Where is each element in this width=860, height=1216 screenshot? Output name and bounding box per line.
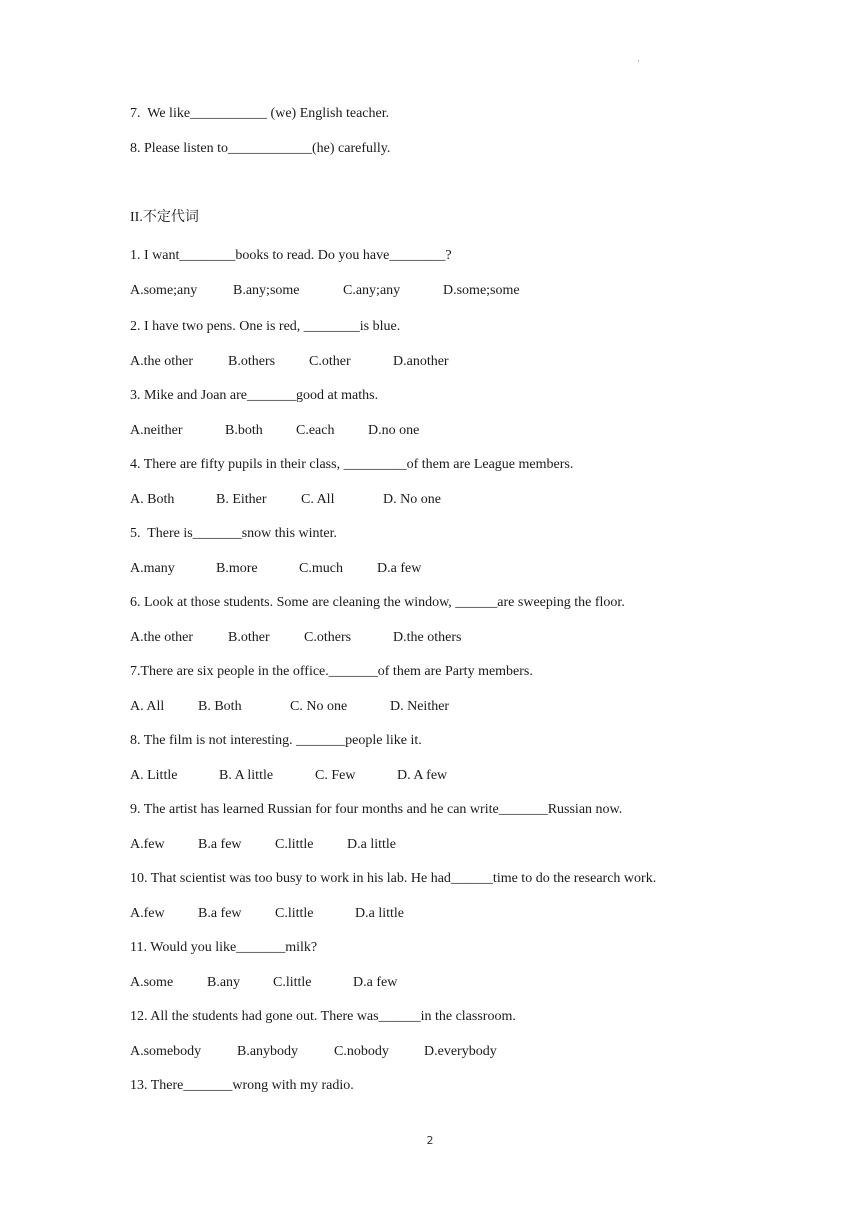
question-stem: 3. Mike and Joan are_______good at maths. (130, 388, 379, 403)
option-c: C.little (275, 836, 314, 852)
question-stem: 8. The film is not interesting. _______people like it. (130, 733, 422, 748)
option-a: A.neither (130, 422, 183, 438)
option-b: B. Both (198, 698, 242, 714)
option-a: A. All (130, 698, 165, 714)
question-stem: 5. There is_______snow this winter. (130, 526, 338, 541)
page-number: 2 (426, 1134, 434, 1147)
question-stem: 2. I have two pens. One is red, ________is blue. (130, 319, 401, 334)
question-stem: 12. All the students had gone out. There was______in the classroom. (130, 1009, 516, 1024)
question-stem: 4. There are fifty pupils in their class, _________of them are League members. (130, 457, 574, 472)
option-c: C. All (301, 491, 335, 507)
option-a: A.some;any (130, 282, 198, 298)
option-c: C.little (275, 905, 314, 921)
option-d: D. No one (383, 491, 441, 507)
option-d: D.everybody (424, 1043, 497, 1059)
option-b: B.other (228, 629, 270, 645)
option-d: D. A few (397, 767, 448, 783)
option-a: A. Both (130, 491, 175, 507)
question-stem: 1. I want________books to read. Do you have________? (130, 248, 452, 263)
header-mark: · (637, 56, 640, 66)
option-a: A.few (130, 905, 165, 921)
question-stem: 7.There are six people in the office._______of them are Party members. (130, 664, 533, 679)
option-d: D.a few (353, 974, 398, 990)
option-c: C.others (304, 629, 352, 645)
option-c: C. No one (290, 698, 348, 714)
option-a: A.many (130, 560, 175, 576)
option-b: B.others (228, 353, 276, 369)
question-stem: 9. The artist has learned Russian for four months and he can write_______Russian now. (130, 802, 623, 817)
option-a: A.the other (130, 629, 193, 645)
option-b: B. A little (219, 767, 274, 783)
option-b: B.a few (198, 905, 242, 921)
option-c: C.each (296, 422, 335, 438)
option-a: A.few (130, 836, 165, 852)
option-d: D.another (393, 353, 449, 369)
option-c: C.nobody (334, 1043, 389, 1059)
option-c: C.other (309, 353, 351, 369)
option-c: C.much (299, 560, 343, 576)
question-stem: 10. That scientist was too busy to work in his lab. He had______time to do the research work. (130, 871, 657, 886)
option-a: A.the other (130, 353, 193, 369)
option-b: B.more (216, 560, 258, 576)
option-b: B.a few (198, 836, 242, 852)
question-stem: 11. Would you like_______milk? (130, 940, 318, 955)
option-b: B. Either (216, 491, 267, 507)
question-stem: 13. There_______wrong with my radio. (130, 1078, 354, 1093)
option-d: D.a little (355, 905, 404, 921)
option-a: A.some (130, 974, 174, 990)
option-b: B.both (225, 422, 263, 438)
question-stem: 6. Look at those students. Some are cleaning the window, ______are sweeping the floor. (130, 595, 625, 610)
option-c: C. Few (315, 767, 356, 783)
section-title: II.不定代词 (130, 210, 199, 225)
option-d: D.a few (377, 560, 422, 576)
option-d: D.some;some (443, 282, 520, 298)
option-a: A.somebody (130, 1043, 202, 1059)
option-c: C.any;any (343, 282, 401, 298)
prev-item-8: 8. Please listen to____________(he) carefully. (130, 141, 391, 156)
option-a: A. Little (130, 767, 178, 783)
option-d: D.a little (347, 836, 396, 852)
option-d: D.the others (393, 629, 462, 645)
prev-item-7: 7. We like___________ (we) English teacher. (130, 106, 390, 121)
option-d: D.no one (368, 422, 420, 438)
option-b: B.any;some (233, 282, 300, 298)
option-c: C.little (273, 974, 312, 990)
option-b: B.any (207, 974, 241, 990)
option-d: D. Neither (390, 698, 450, 714)
option-b: B.anybody (237, 1043, 299, 1059)
